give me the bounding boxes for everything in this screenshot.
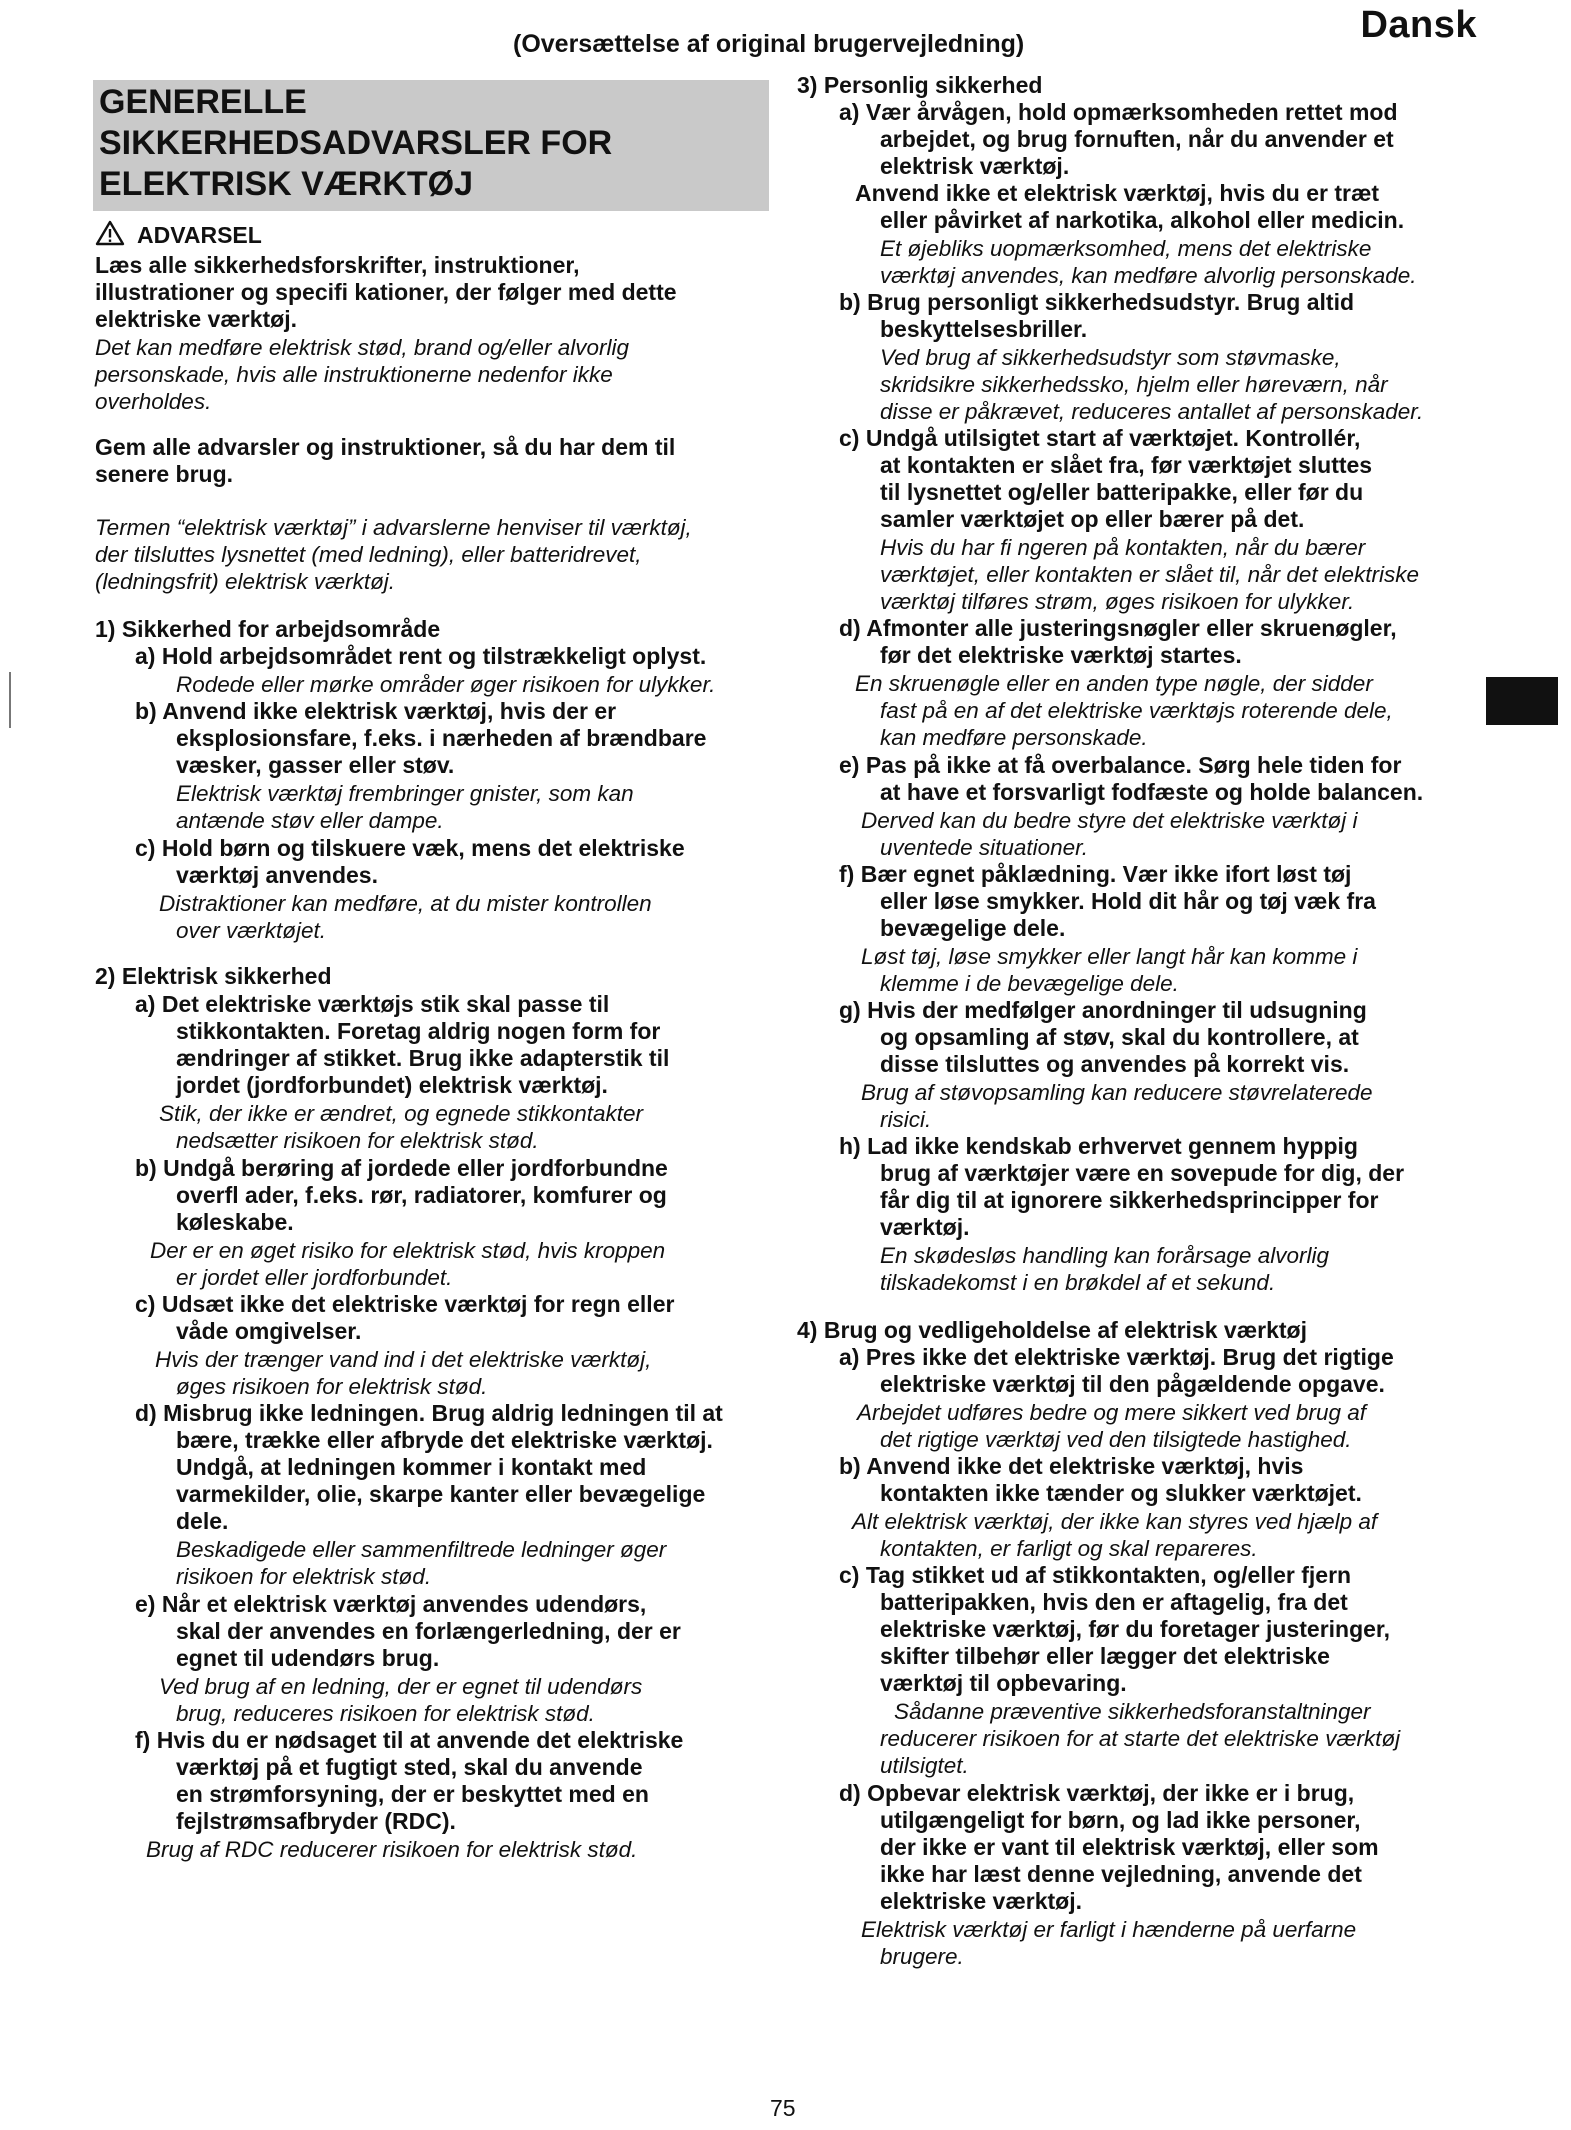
left-column-line: 2) Elektrisk sikkerhed xyxy=(95,963,332,989)
left-column-line: c) Hold børn og tilskuere væk, mens det elektriske xyxy=(135,835,685,861)
left-column-line: (ledningsfrit) elektrisk værktøj. xyxy=(95,569,396,594)
right-column-line: brug af værktøjer være en sovepude for dig, der xyxy=(880,1160,1405,1186)
right-column-line: h) Lad ikke kendskab erhvervet gennem hyppig xyxy=(839,1133,1358,1159)
title-line-3: ELEKTRISK VÆRKTØJ xyxy=(99,165,474,203)
right-column-line: klemme i de bevægelige dele. xyxy=(880,971,1179,996)
right-column-line: får dig til at ignorere sikkerhedsprincipper for xyxy=(880,1187,1379,1213)
right-column-line: samler værktøjet op eller bærer på det. xyxy=(880,506,1305,532)
right-column-line: værktøj til opbevaring. xyxy=(880,1670,1127,1696)
right-column-line: at kontakten er slået fra, før værktøjet sluttes xyxy=(880,452,1373,478)
right-column-line: reducerer risikoen for at starte det elektriske værktøj xyxy=(880,1726,1401,1751)
left-column-line: Det kan medføre elektrisk stød, brand og/eller alvorlig xyxy=(95,335,629,360)
right-column-line: disse er påkrævet, reduceres antallet af personskader. xyxy=(880,399,1424,424)
right-column-line: c) Tag stikket ud af stikkontakten, og/eller fjern xyxy=(839,1562,1352,1588)
right-column-line: Sådanne præventive sikkerhedsforanstaltninger xyxy=(894,1699,1371,1724)
right-column-line: Brug af støvopsamling kan reducere støvrelaterede xyxy=(861,1080,1373,1105)
right-column-line: 3) Personlig sikkerhed xyxy=(797,72,1043,98)
left-column-line: skal der anvendes en forlængerledning, der er xyxy=(176,1618,681,1644)
left-column-line: Beskadigede eller sammenfiltrede ledninger øger xyxy=(176,1537,667,1562)
left-column-line: nedsætter risikoen for elektrisk stød. xyxy=(176,1128,539,1153)
right-column-line: fast på en af det elektriske værktøjs roterende dele, xyxy=(880,698,1393,723)
right-column-line: værktøjet, eller kontakten er slået til, når det elektriske xyxy=(880,562,1419,587)
left-column-line: Elektrisk værktøj frembringer gnister, som kan xyxy=(176,781,634,806)
left-column-line: bære, trække eller afbryde det elektriske værktøj. xyxy=(176,1427,713,1453)
left-column-line: a) Det elektriske værktøjs stik skal passe til xyxy=(135,991,610,1017)
left-column-line: over værktøjet. xyxy=(176,918,327,943)
right-column-line: uventede situationer. xyxy=(880,835,1089,860)
right-column-line: batteripakken, hvis den er aftagelig, fra det xyxy=(880,1589,1348,1615)
right-column-line: b) Brug personligt sikkerhedsudstyr. Brug altid xyxy=(839,289,1355,315)
right-column-line: Hvis du har fi ngeren på kontakten, når du bærer xyxy=(880,535,1366,560)
right-column-line: det rigtige værktøj ved den tilsigtede hastighed. xyxy=(880,1427,1352,1452)
left-column-line: f) Hvis du er nødsaget til at anvende det elektriske xyxy=(135,1727,684,1753)
right-column-line: før det elektriske værktøj startes. xyxy=(880,642,1242,668)
right-column-line: risici. xyxy=(880,1107,932,1132)
left-column-line: b) Anvend ikke elektrisk værktøj, hvis der er xyxy=(135,698,617,724)
document-subtitle: (Oversættelse af original brugervejledning) xyxy=(513,30,1025,58)
right-column-line: d) Afmonter alle justeringsnøgler eller skruenøgler, xyxy=(839,615,1397,641)
right-column-line: kan medføre personskade. xyxy=(880,725,1148,750)
left-column-line: antænde støv eller dampe. xyxy=(176,808,444,833)
right-column-line: tilskadekomst i en brøkdel af et sekund. xyxy=(880,1270,1276,1295)
left-column-line: Ved brug af en ledning, der er egnet til udendørs xyxy=(159,1674,643,1699)
right-column-line: Løst tøj, løse smykker eller langt hår kan komme i xyxy=(861,944,1358,969)
right-column-line: der ikke er vant til elektrisk værktøj, eller som xyxy=(880,1834,1379,1860)
left-column-line: risikoen for elektrisk stød. xyxy=(176,1564,432,1589)
right-column-line: Elektrisk værktøj er farligt i hænderne på uerfarne xyxy=(861,1917,1357,1942)
left-column-line: køleskabe. xyxy=(176,1209,294,1235)
left-column-line: er jordet eller jordforbundet. xyxy=(176,1265,453,1290)
language-label: Dansk xyxy=(1360,4,1477,46)
right-column-line: skifter tilbehør eller lægger det elektriske xyxy=(880,1643,1330,1669)
right-column-line: Anvend ikke et elektrisk værktøj, hvis du er træt xyxy=(855,180,1380,206)
left-column-line: Distraktioner kan medføre, at du mister kontrollen xyxy=(159,891,652,916)
right-column-line: d) Opbevar elektrisk værktøj, der ikke er i brug, xyxy=(839,1780,1355,1806)
right-column-line: Derved kan du bedre styre det elektriske værktøj i xyxy=(861,808,1358,833)
language-tab-marker xyxy=(1486,677,1558,725)
left-column-line: der tilsluttes lysnettet (med ledning), eller batteridrevet, xyxy=(95,542,642,567)
left-column-line: stikkontakten. Foretag aldrig nogen form for xyxy=(176,1018,661,1044)
right-column-line: arbejdet, og brug fornuften, når du anvender et xyxy=(880,126,1394,152)
left-column-line: senere brug. xyxy=(95,461,234,487)
left-column-line: d) Misbrug ikke ledningen. Brug aldrig ledningen til at xyxy=(135,1400,723,1426)
right-column-line: 4) Brug og vedligeholdelse af elektrisk værktøj xyxy=(797,1317,1307,1343)
right-column-line: til lysnettet og/eller batteripakke, eller før du xyxy=(880,479,1364,505)
right-column-line: utilgængeligt for børn, og lad ikke personer, xyxy=(880,1807,1361,1833)
right-column-line: En skruenøgle eller en anden type nøgle, der sidder xyxy=(855,671,1373,696)
left-column-line: Rodede eller mørke områder øger risikoen for ulykker. xyxy=(176,672,716,697)
right-column-line: ikke har læst denne vejledning, anvende det xyxy=(880,1861,1362,1887)
left-column-line: e) Når et elektrisk værktøj anvendes udendørs, xyxy=(135,1591,647,1617)
page-number: 75 xyxy=(770,2095,796,2121)
left-column-line: illustrationer og specifi kationer, der følger med dette xyxy=(95,279,677,305)
left-column-line: værktøj på et fugtigt sted, skal du anvende xyxy=(176,1754,643,1780)
right-column-line: beskyttelsesbriller. xyxy=(880,316,1088,342)
right-column-line: brugere. xyxy=(880,1944,964,1969)
left-column-line: jordet (jordforbundet) elektrisk værktøj. xyxy=(176,1072,608,1098)
right-column-line: og opsamling af støv, skal du kontrollere, at xyxy=(880,1024,1359,1050)
right-column-line: a) Vær årvågen, hold opmærksomheden rettet mod xyxy=(839,99,1398,125)
left-column-line: værktøj anvendes. xyxy=(176,862,378,888)
right-column-line: b) Anvend ikke det elektriske værktøj, hvis xyxy=(839,1453,1304,1479)
right-column-line: Arbejdet udføres bedre og mere sikkert ved brug af xyxy=(857,1400,1367,1425)
right-column-line: disse tilsluttes og anvendes på korrekt vis. xyxy=(880,1051,1350,1077)
left-column-line: øges risikoen for elektrisk stød. xyxy=(176,1374,488,1399)
right-column-line: Alt elektrisk værktøj, der ikke kan styres ved hjælp af xyxy=(852,1509,1378,1534)
left-column-line: personskade, hvis alle instruktionerne nedenfor ikke xyxy=(95,362,613,387)
left-column-line: a) Hold arbejdsområdet rent og tilstrækkeligt oplyst. xyxy=(135,643,707,669)
left-column-line: c) Udsæt ikke det elektriske værktøj for regn eller xyxy=(135,1291,675,1317)
right-column-line: elektriske værktøj til den pågældende opgave. xyxy=(880,1371,1385,1397)
right-column-line: værktøj tilføres strøm, øges risikoen for ulykker. xyxy=(880,589,1355,614)
right-column-line: utilsigtet. xyxy=(880,1753,969,1778)
right-column-line: Et øjebliks uopmærksomhed, mens det elektriske xyxy=(880,236,1372,261)
left-column-line: b) Undgå berøring af jordede eller jordforbundne xyxy=(135,1155,668,1181)
right-column-line: Ved brug af sikkerhedsudstyr som støvmaske, xyxy=(880,345,1341,370)
left-column-line: dele. xyxy=(176,1508,229,1534)
title-line-1: GENERELLE xyxy=(99,83,307,121)
left-column-line: fejlstrømsafbryder (RDC). xyxy=(176,1808,456,1834)
right-column-line: elektriske værktøj, før du foretager justeringer, xyxy=(880,1616,1390,1642)
right-column-line: elektriske værktøj. xyxy=(880,1888,1083,1914)
right-column-line: eller løse smykker. Hold dit hår og tøj væk fra xyxy=(880,888,1376,914)
left-column-line: Læs alle sikkerhedsforskrifter, instruktioner, xyxy=(95,252,580,278)
left-column-line: elektriske værktøj. xyxy=(95,306,298,332)
section-title xyxy=(93,80,769,211)
right-column-line: En skødesløs handling kan forårsage alvorlig xyxy=(880,1243,1329,1268)
left-column-line: Gem alle advarsler og instruktioner, så du har dem til xyxy=(95,434,676,460)
left-column-line: våde omgivelser. xyxy=(176,1318,362,1344)
left-column-line: egnet til udendørs brug. xyxy=(176,1645,440,1671)
left-column-line: brug, reduceres risikoen for elektrisk stød. xyxy=(176,1701,595,1726)
right-column-line: kontakten, er farligt og skal repareres. xyxy=(880,1536,1258,1561)
left-column-line: væsker, gasser eller støv. xyxy=(176,752,455,778)
left-column-line: en strømforsyning, der er beskyttet med en xyxy=(176,1781,649,1807)
right-column-line: skridsikre sikkerhedssko, hjelm eller høreværn, når xyxy=(880,372,1388,397)
right-column-line: c) Undgå utilsigtet start af værktøjet. Kontrollér, xyxy=(839,425,1361,451)
scan-edge-mark xyxy=(9,672,11,728)
title-line-2: SIKKERHEDSADVARSLER FOR xyxy=(99,124,613,162)
right-column-line: værktøj anvendes, kan medføre alvorlig personskade. xyxy=(880,263,1417,288)
left-column-line: ændringer af stikket. Brug ikke adapterstik til xyxy=(176,1045,670,1071)
right-column-line: kontakten ikke tænder og slukker værktøjet. xyxy=(880,1480,1362,1506)
right-column-line: g) Hvis der medfølger anordninger til udsugning xyxy=(839,997,1367,1023)
left-column-line: Brug af RDC reducerer risikoen for elektrisk stød. xyxy=(146,1837,638,1862)
left-column-line: overfl ader, f.eks. rør, radiatorer, komfurer og xyxy=(176,1182,667,1208)
left-column-line: 1) Sikkerhed for arbejdsområde xyxy=(95,616,441,642)
right-column-line: eller påvirket af narkotika, alkohol eller medicin. xyxy=(880,207,1405,233)
left-column-line: Hvis der trænger vand ind i det elektriske værktøj, xyxy=(155,1347,652,1372)
right-column-line: bevægelige dele. xyxy=(880,915,1066,941)
left-column-line: Undgå, at ledningen kommer i kontakt med xyxy=(176,1454,647,1480)
right-column-line: a) Pres ikke det elektriske værktøj. Brug det rigtige xyxy=(839,1344,1394,1370)
warning-triangle-icon xyxy=(95,220,125,246)
left-column-line: ADVARSEL xyxy=(137,222,262,248)
left-column-line: eksplosionsfare, f.eks. i nærheden af brændbare xyxy=(176,725,707,751)
right-column-line: at have et forsvarligt fodfæste og holde balancen. xyxy=(880,779,1424,805)
left-column-line: overholdes. xyxy=(95,389,212,414)
left-column-line: Termen “elektrisk værktøj” i advarslerne henviser til værktøj, xyxy=(95,515,692,540)
right-column-line: værktøj. xyxy=(880,1214,970,1240)
left-column-line: varmekilder, olie, skarpe kanter eller bevægelige xyxy=(176,1481,706,1507)
right-column-line: elektrisk værktøj. xyxy=(880,153,1070,179)
left-column-line: Stik, der ikke er ændret, og egnede stikkontakter xyxy=(159,1101,644,1126)
right-column-line: e) Pas på ikke at få overbalance. Sørg hele tiden for xyxy=(839,752,1402,778)
left-column-line: Der er en øget risiko for elektrisk stød, hvis kroppen xyxy=(150,1238,666,1263)
right-column-line: f) Bær egnet påklædning. Vær ikke ifort løst tøj xyxy=(839,861,1352,887)
